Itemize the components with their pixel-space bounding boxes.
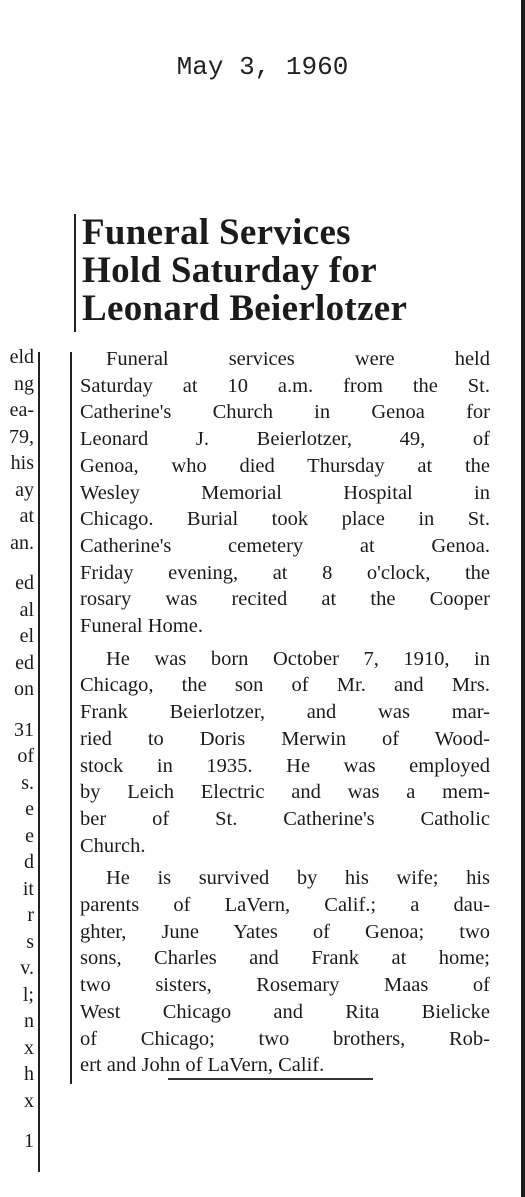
fragment-text: s xyxy=(26,930,34,953)
fragment-text: at xyxy=(19,505,34,527)
adjacent-column-fragments xyxy=(0,344,34,1155)
headline-line: Leonard Beierlotzer xyxy=(82,288,408,329)
article-line: rosary was recited at the Cooper xyxy=(80,588,490,611)
article-line: by Leich Electric and was a mem- xyxy=(80,781,490,804)
article-line: Saturday at 10 a.m. from the St. xyxy=(80,374,490,397)
fragment-text: s. xyxy=(21,771,34,794)
article-paragraph xyxy=(80,646,490,860)
fragment-text: ng xyxy=(14,372,34,395)
article-line: Genoa, who died Thursday at the xyxy=(80,454,490,477)
article-line: Wesley Memorial Hospital in xyxy=(80,481,490,504)
article-rule xyxy=(70,352,72,1084)
fragment-text: e xyxy=(25,798,34,820)
fragment-text: ea- xyxy=(9,399,34,421)
article-line: parents of LaVern, Calif.; a dau- xyxy=(80,894,490,917)
fragment-text: of xyxy=(17,745,34,767)
fragment-text: d xyxy=(24,851,34,873)
fragment-text: on xyxy=(14,678,34,700)
article-line: two sisters, Rosemary Maas of xyxy=(80,974,490,997)
article-line: Funeral services were held xyxy=(106,348,490,370)
fragment-text: 1 xyxy=(24,1130,34,1152)
article-line: Catherine's Church in Genoa for xyxy=(80,401,490,424)
fragment-text: x xyxy=(24,1089,34,1112)
fragment-text: 31 xyxy=(14,718,34,741)
article-line: sons, Charles and Frank at home; xyxy=(80,947,490,970)
fragment-gap xyxy=(0,556,34,570)
article-line: ber of St. Catherine's Catholic xyxy=(80,807,490,830)
article-body xyxy=(80,346,490,1085)
fragment-text: l; xyxy=(22,983,34,1006)
end-rule xyxy=(168,1078,373,1080)
page-edge xyxy=(521,0,525,1197)
article-line: of Chicago; two brothers, Rob- xyxy=(80,1027,490,1050)
fragment-text: 79, xyxy=(9,425,34,448)
headline-rule xyxy=(74,214,76,332)
fragment-text: v. xyxy=(20,957,34,979)
fragment-text: e xyxy=(25,824,34,847)
fragment-gap xyxy=(0,1114,34,1128)
fragment-gap xyxy=(0,703,34,717)
fragment-text: n xyxy=(24,1010,34,1032)
fragment-text: ay xyxy=(15,478,34,501)
article-line: Funeral Home. xyxy=(80,615,203,638)
article-paragraph xyxy=(80,865,490,1079)
fragment-text: it xyxy=(22,877,34,900)
article-line: Catherine's cemetery at Genoa. xyxy=(80,534,490,557)
fragment-text: el xyxy=(19,625,34,647)
article-line: ert and John of LaVern, Calif. xyxy=(80,1054,325,1077)
headline-line: Funeral Services xyxy=(82,212,351,253)
fragment-text: eld xyxy=(9,346,34,368)
fragment-text: al xyxy=(19,598,34,621)
fragment-text: an. xyxy=(10,531,34,554)
article-line: Church. xyxy=(80,834,146,857)
article-line: Chicago, the son of Mr. and Mrs. xyxy=(80,674,490,697)
article-line: He is survived by his wife; his xyxy=(106,867,490,890)
article-line: Frank Beierlotzer, and was mar- xyxy=(80,701,490,724)
article-line: stock in 1935. He was employed xyxy=(80,754,490,777)
article-line: Friday evening, at 8 o'clock, the xyxy=(80,561,490,584)
article-line: Leonard J. Beierlotzer, 49, of xyxy=(80,428,490,451)
clipping-date: May 3, 1960 xyxy=(176,52,349,82)
fragment-text: ed xyxy=(15,572,34,594)
article-line: He was born October 7, 1910, in xyxy=(106,647,490,670)
headline xyxy=(82,214,502,328)
article-paragraph xyxy=(80,346,490,640)
headline-line: Hold Saturday for xyxy=(82,250,377,291)
fragment-text: x xyxy=(24,1036,34,1059)
column-rule-left xyxy=(38,352,40,1172)
article-line: Chicago. Burial took place in St. xyxy=(80,508,490,531)
article-line: ghter, June Yates of Genoa; two xyxy=(80,920,490,943)
fragment-text: ed xyxy=(15,651,34,674)
article-line: West Chicago and Rita Bielicke xyxy=(80,1000,490,1023)
article-line: ried to Doris Merwin of Wood- xyxy=(80,727,490,750)
fragment-text: r xyxy=(27,904,34,926)
fragment-text: h xyxy=(24,1063,34,1085)
fragment-text: his xyxy=(10,452,34,474)
